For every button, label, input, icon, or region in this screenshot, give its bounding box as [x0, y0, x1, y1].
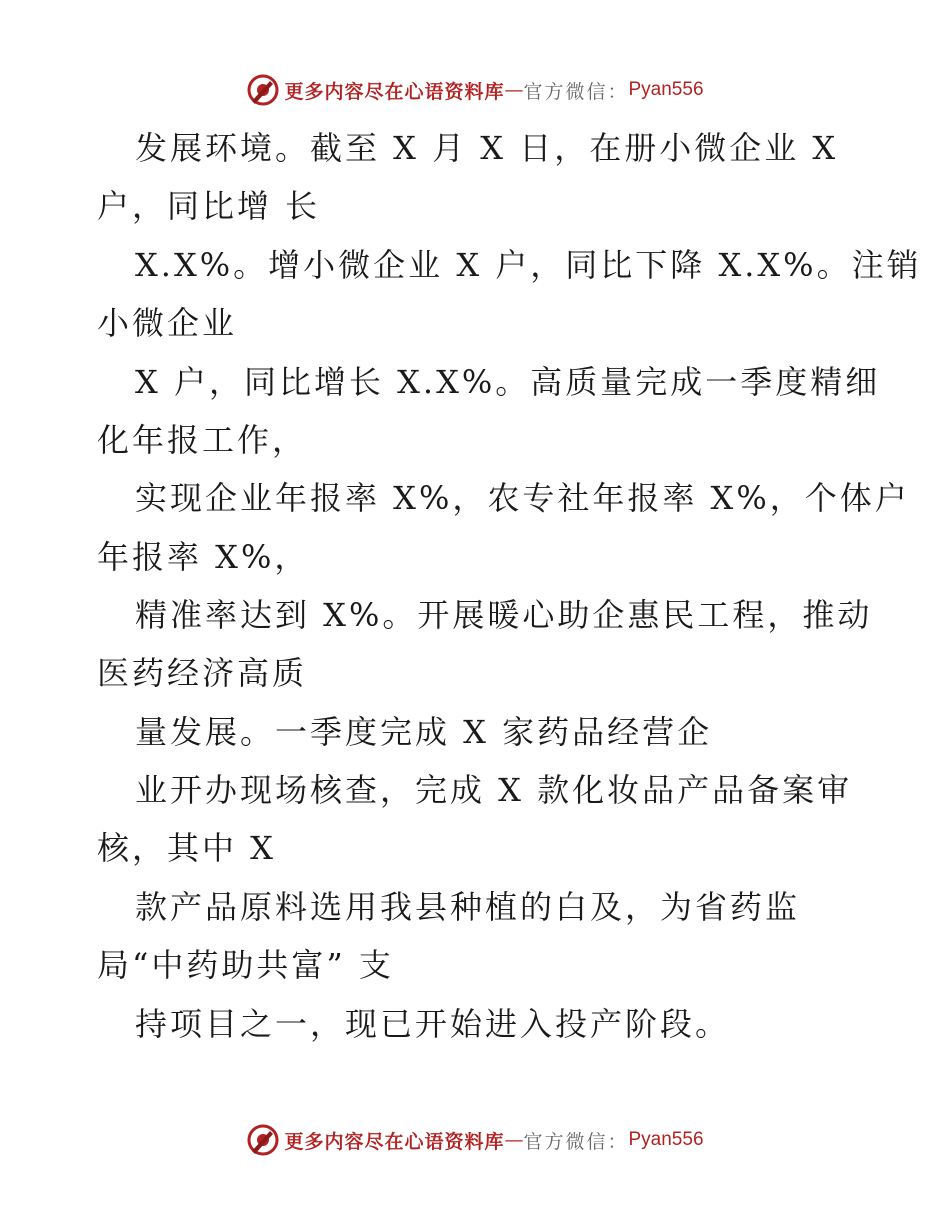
logo-icon: [246, 73, 280, 107]
body-line: 发展环境。截至 X 月 X 日，在册小微企业 X: [135, 129, 839, 167]
logo-icon: [246, 1123, 280, 1157]
body-line: 年报率 X%，: [97, 538, 310, 576]
body-line: 局“中药助共富” 支: [97, 946, 394, 984]
banner-wechat-id: Pyan556: [628, 79, 704, 100]
header-banner: [0, 70, 950, 110]
body-line: 小微企业: [97, 304, 238, 342]
body-line: 持项目之一，现已开始进入投产阶段。: [135, 1005, 731, 1043]
body-line: 款产品原料选用我县种植的白及，为省药监: [135, 888, 801, 926]
banner-dash: —: [504, 79, 524, 101]
body-line: X 户，同比增长 X.X%。高质量完成一季度精细: [135, 363, 881, 401]
banner-wechat-label: 官方微信：: [523, 1130, 629, 1153]
body-line: X.X%。增小微企业 X 户，同比下降 X.X%。注销: [135, 246, 922, 284]
banner-wechat-label: 官方微信：: [523, 80, 629, 103]
body-line: 实现企业年报率 X%，农专社年报率 X%，个体户: [135, 479, 910, 517]
body-line: 量发展。一季度完成 X 家药品经营企: [135, 713, 713, 751]
body-line: 化年报工作，: [97, 421, 308, 459]
footer-banner: [0, 1120, 950, 1160]
banner-wechat-id: Pyan556: [628, 1129, 704, 1150]
banner-site-name: 更多内容尽在心语资料库: [284, 80, 505, 103]
body-line: 核，其中 X: [97, 829, 276, 867]
body-line: 精准率达到 X%。开展暖心助企惠民工程，推动: [135, 596, 873, 634]
banner-dash: —: [504, 1129, 524, 1151]
body-line: 业开办现场核查，完成 X 款化妆品产品备案审: [135, 771, 853, 809]
body-line: 医药经济高质: [97, 654, 308, 692]
banner-site-name: 更多内容尽在心语资料库: [284, 1130, 505, 1153]
body-line: 户，同比增 长: [97, 187, 321, 225]
